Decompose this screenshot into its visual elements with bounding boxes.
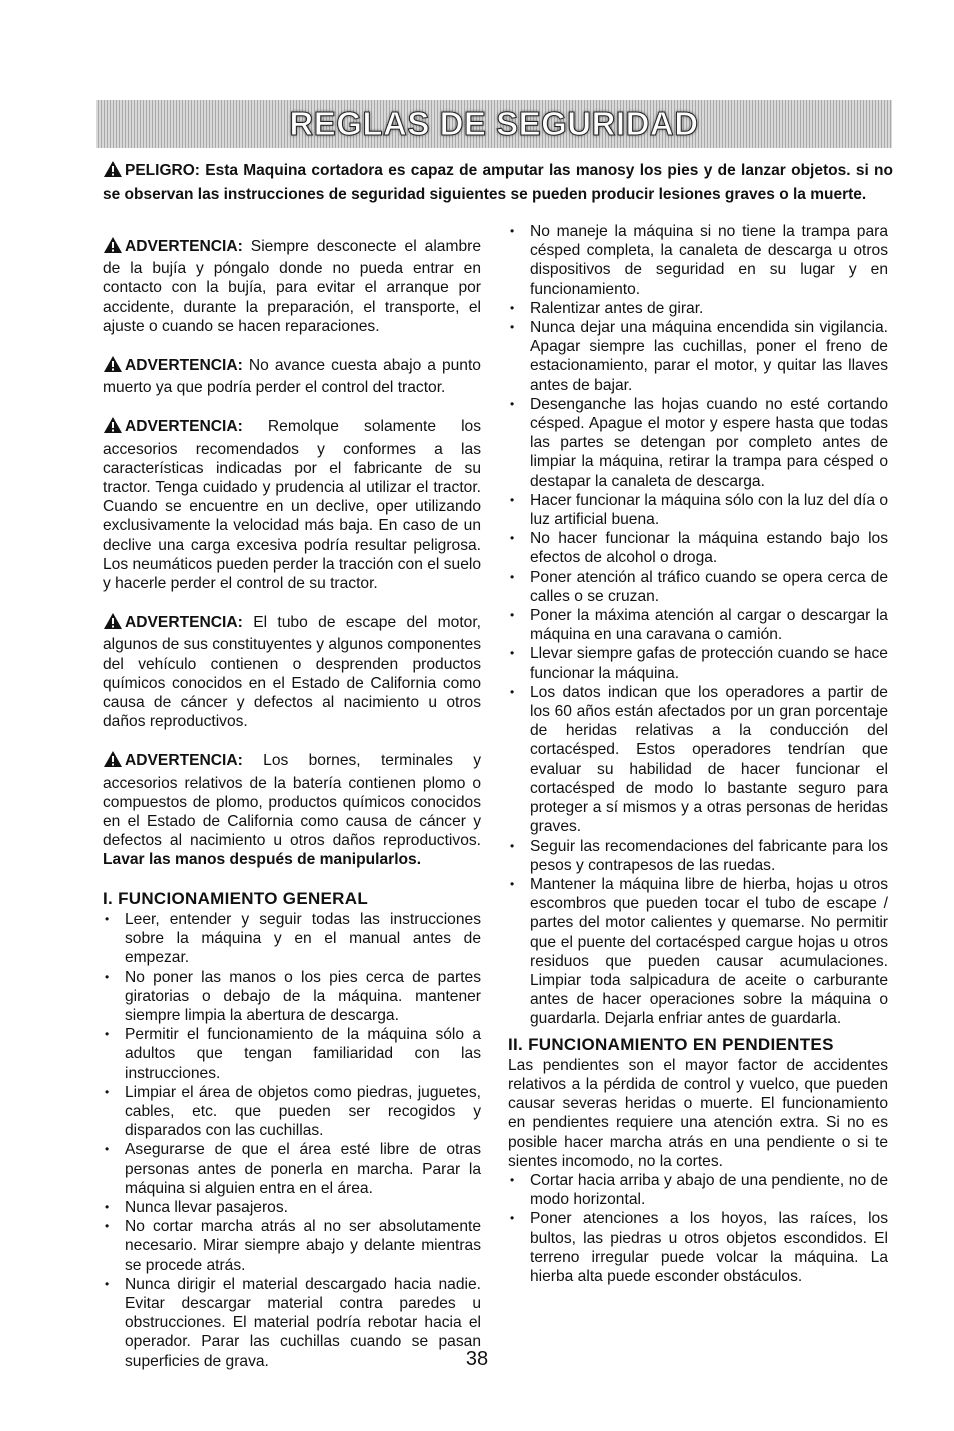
slopes-intro: Las pendientes son el mayor factor de accidentes relativos a la pérdida de control y vuelco, que pueden causar severas heridas o muerte. El funcionamiento en pendientes requiere una atención extra. Si no es posible hacer marcha atrás en una pendiente o si te sientes incomodo, no la cortes.	[508, 1056, 888, 1170]
list-item: • Desenganche las hojas cuando no esté cortando césped. Apague el motor y espere hasta que todas las partes se detengan por completo antes de limpiar la máquina, retirar la trampa para césped o destapar la canaleta de descarga.	[508, 395, 888, 491]
list-item: • Limpiar el área de objetos como piedras, juguetes, cables, etc. que pueden ser recogidos y disparados con las cuchillas.	[103, 1083, 481, 1141]
slopes-list	[508, 1171, 888, 1286]
warning-label: ADVERTENCIA:	[125, 614, 243, 632]
warning-block	[103, 416, 481, 593]
warning-label: ADVERTENCIA:	[125, 752, 243, 770]
list-item: • Poner atenciones a los hoyos, las raíces, los bultos, las piedras u otros objetos escondidos. El terreno irregular puede volcar la máquina. La hierba alta puede esconder obstáculos.	[508, 1209, 888, 1286]
list-item: • Leer, entender y seguir todas las instrucciones sobre la máquina y en el manual antes de empezar.	[103, 910, 481, 968]
warning-text: Siempre desconecte el alambre de la bujía y póngalo donde no pueda entrar en contacto con la bujía, para evitar el arranque por accidente, durante la preparación, el transporte, el ajuste o cuando se hacen reparaciones.	[103, 238, 481, 335]
warning-triangle-icon	[103, 416, 125, 439]
warning-label: ADVERTENCIA:	[125, 238, 243, 255]
warning-triangle-icon	[103, 612, 125, 635]
list-item: • No hacer funcionar la máquina estando bajo los efectos de alcohol o droga.	[508, 529, 888, 567]
warning-triangle-icon	[103, 160, 125, 184]
list-item: • Nunca dirigir el material descargado hacia nadie. Evitar descargar material contra paredes u obstrucciones. El material podría rebotar hacia el operador. Parar las cuchillas cuando se pasan superficies de grava.	[103, 1275, 481, 1371]
list-item: • Nunca llevar pasajeros.	[103, 1198, 481, 1217]
list-item: • No poner las manos o los pies cerca de partes giratorias o debajo de la máquina. mantener siempre limpia la abertura de descarga.	[103, 968, 481, 1026]
warning-text: Los bornes, terminales y accesorios relativos de la batería contienen plomo o compuestos de plomo, productos químicos conocidos en el Estado de California como causa de cáncer y defectos al nacimiento u otros daños reproductivos.	[103, 752, 481, 850]
warning-text: Remolque solamente los accesorios recomendados y conformes a las características indicadas por el fabricante de su tractor. Tenga cuidado y prudencia al utilizar el tractor. Cuando se encuentre en un declive, oper utilizando exclusivamente la velocidad más baja. En caso de un declive una carga excesiva podría resultar peligrosa. Los neumáticos pueden perder la tracción con el suelo y hacerle perder el control de su tractor.	[103, 418, 481, 593]
warning-text: El tubo de escape del motor, algunos de sus constituyentes y algunos componentes del vehículo contienen o desprenden productos químicos conocidos en el Estado de California como causa de cáncer y defectos al nacimiento u otros daños reproductivos.	[103, 614, 481, 731]
list-item: • Poner la máxima atención al cargar o descargar la máquina en una caravana o camión.	[508, 606, 888, 644]
warning-triangle-icon	[103, 355, 125, 378]
warning-triangle-icon	[103, 236, 125, 259]
list-item: • Permitir el funcionamiento de la máquina sólo a adultos que tengan familiaridad con las instrucciones.	[103, 1025, 481, 1083]
list-item: • Llevar siempre gafas de protección cuando se hace funcionar la máquina.	[508, 644, 888, 682]
general-operation-list-continued	[508, 222, 888, 1029]
warning-emphasis: Lavar las manos después de manipularlos.	[103, 851, 422, 869]
warning-block	[103, 355, 481, 397]
warning-block	[103, 612, 481, 731]
section-banner	[96, 100, 892, 148]
list-item: • Ralentizar antes de girar.	[508, 299, 888, 318]
list-item: • No maneje la máquina si no tiene la trampa para césped completa, la canaleta de descarga u otros dispositivos de seguridad en su lugar y en funcionamiento.	[508, 222, 888, 299]
general-operation-list	[103, 910, 481, 1371]
warning-block	[103, 750, 481, 869]
danger-label: PELIGRO:	[125, 162, 200, 179]
danger-notice	[103, 160, 893, 205]
warning-triangle-icon	[103, 750, 125, 773]
list-item: • Cortar hacia arriba y abajo de una pendiente, no de modo horizontal.	[508, 1171, 888, 1209]
list-item: • Seguir las recomendaciones del fabricante para los pesos y contrapesos de las ruedas.	[508, 837, 888, 875]
danger-text: Esta Maquina cortadora es capaz de amputar las manosy los pies y de lanzar objetos. si no se observan las instrucciones de seguridad siguientes se pueden producir lesiones graves o la muerte.	[103, 162, 893, 203]
page-number: 38	[465, 1348, 489, 1370]
list-item: • Mantener la máquina libre de hierba, hojas u otros escombros que pueden tocar el tubo de escape / partes del motor calientes y quemarse. No permitir que el puente del cortacésped cargue hojas u otros residuos que pueden causar acumulaciones. Limpiar toda salpicadura de aceite o carburante antes de hacer operaciones sobre la máquina o guardarla. Dejarla enfriar antes de guardarla.	[508, 875, 888, 1029]
warning-label: ADVERTENCIA:	[125, 357, 243, 375]
list-item: • Los datos indican que los operadores a partir de los 60 años están afectados por un gran porcentaje de heridas relativas a la conducción del cortacésped. Estos operadores tendrían que evaluar su habilidad de hacer funcionar el cortacésped de modo lo bastante seguro para proteger a sí mismos y a otras personas de heridas graves.	[508, 683, 888, 837]
warning-label: ADVERTENCIA:	[125, 418, 243, 436]
list-item: • Hacer funcionar la máquina sólo con la luz del día o luz artificial buena.	[508, 491, 888, 529]
right-column	[508, 222, 888, 1286]
warning-text: No avance cuesta abajo a punto muerto ya que podría perder el control del tractor.	[103, 357, 481, 397]
list-item: • Asegurarse de que el área esté libre de otras personas antes de ponerla en marcha. Parar la máquina si alguien entra en el área.	[103, 1140, 481, 1198]
warning-block	[103, 236, 481, 336]
list-item: • Nunca dejar una máquina encendida sin vigilancia. Apagar siempre las cuchillas, poner el freno de estacionamiento, parar el motor, y quitar las llaves antes de bajar.	[508, 318, 888, 395]
section-heading: II. FUNCIONAMIENTO EN PENDIENTES	[508, 1034, 834, 1054]
left-column	[103, 236, 481, 1371]
list-item: • Poner atención al tráfico cuando se opera cerca de calles o se cruzan.	[508, 568, 888, 606]
section-heading: I. FUNCIONAMIENTO GENERAL	[103, 888, 369, 908]
list-item: • No cortar marcha atrás al no ser absolutamente necesario. Mirar siempre abajo y delante mientras se procede atrás.	[103, 1217, 481, 1275]
page-title: REGLAS DE SEGURIDAD	[289, 105, 699, 142]
